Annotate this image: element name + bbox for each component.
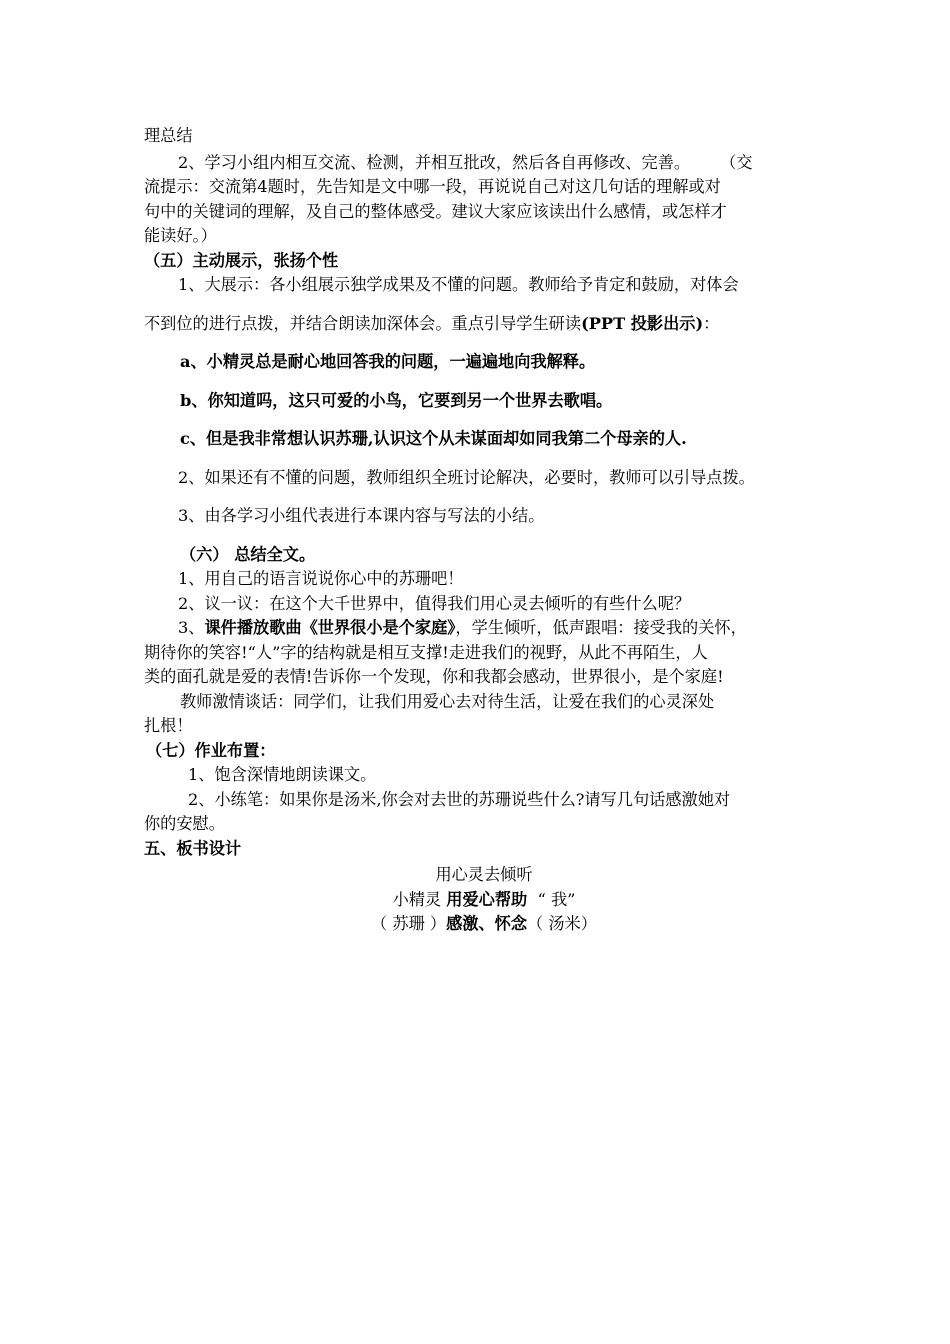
paragraph-6-1: 1、用自己的语言说说你心中的苏珊吧！ <box>178 569 464 588</box>
text-span: ，学生倾听，低声跟唱：接受我的关怀， <box>455 618 747 637</box>
text-span: “ 我” <box>537 889 576 909</box>
section-heading-7: （七）作业布置： <box>146 740 276 760</box>
text-span-bold: 感激、怀念 <box>446 914 528 933</box>
paragraph-6-3 <box>144 616 824 690</box>
text-line: 流提示：交流第4题时，先告知是文中哪一段，再说说自己对这几句话的理解或对 <box>144 177 721 196</box>
paragraph-7-2 <box>144 788 824 837</box>
text-span: 2、学习小组内相互交流、检测，并相互批改，然后各自再修改、完善。 <box>178 152 691 172</box>
text-line: 期待你的笑容!“人”字的结构就是相互支撑!走进我们的视野，从此不再陌生，人 <box>144 642 708 662</box>
paragraph-exchange-check <box>144 151 824 249</box>
text-span: ： <box>703 313 720 333</box>
text-line <box>144 151 824 176</box>
text-span-bold: 课件播放歌曲《世界很小是个家庭》 <box>204 618 456 637</box>
text-span: （交 <box>720 152 753 172</box>
board-title: 用心灵去倾听 <box>435 865 533 884</box>
text-line: 1、大展示：各小组展示独学成果及不懂的问题。教师给予肯定和鼓励，对体会 <box>178 275 739 294</box>
text-line <box>144 616 824 641</box>
document-page <box>144 124 824 937</box>
section-heading-6: （六） 总结全文。 <box>180 544 316 564</box>
paragraph-discussion: 2、如果还有不懂的问题，教师组织全班讨论解决，必要时，教师可以引导点拨。 <box>178 467 755 487</box>
text-line: 句中的关键词的理解，及自己的整体感受。建议大家应该读出什么感情，或怎样才 <box>144 201 727 221</box>
paragraph-summary: 3、由各学习小组代表进行本课内容与写法的小结。 <box>178 506 545 525</box>
text-span: 不到位的进行点拨，并结合朗读加深体会。重点引导学生研读 <box>144 313 582 333</box>
text-line: 理总结 <box>144 126 193 145</box>
text-span: （ 汤米） <box>527 914 597 933</box>
text-span: 3、 <box>178 618 205 637</box>
paragraph-6-4 <box>144 690 824 739</box>
text-span-bold: (PPT 投影出示) <box>581 313 704 333</box>
text-line: 教师激情谈话：同学们，让我们用爱心去对待生活，让爱在我们的心灵深处 <box>180 691 715 711</box>
text-span: （ 苏珊 ） <box>371 914 447 933</box>
quote-c: c、但是我非常想认识苏珊,认识这个从未谋面却如同我第二个母亲的人. <box>180 429 687 448</box>
quote-a: a、小精灵总是耐心地回答我的问题，一遍遍地向我解释。 <box>180 352 596 371</box>
paragraph-big-show <box>144 273 824 336</box>
board-row-3 <box>144 912 824 937</box>
text-line: 2、小练笔：如果你是汤米,你会对去世的苏珊说些什么?请写几句话感激她对 <box>188 789 731 809</box>
text-span-bold: 用爱心帮助 <box>446 889 528 909</box>
text-line: 你的安慰。 <box>144 814 225 833</box>
paragraph-7-1: 1、饱含深情地朗读课文。 <box>188 765 377 784</box>
section-heading-board: 五、板书设计 <box>144 838 242 858</box>
text-line: 扎根！ <box>144 716 193 735</box>
board-row-2 <box>144 888 824 913</box>
quote-b: b、你知道吗，这只可爱的小鸟，它要到另一个世界去歌唱。 <box>180 390 613 410</box>
text-line: 类的面孔就是爱的表情!告诉你一个发现，你和我都会感动，世界很小，是个家庭! <box>144 667 724 686</box>
text-span: 小精灵 <box>392 889 442 909</box>
text-line <box>144 312 824 337</box>
text-line: 能读好。） <box>144 226 217 245</box>
section-heading-5: （五）主动展示，张扬个性 <box>144 250 339 270</box>
paragraph-6-2: 2、议一议：在这个大千世界中，值得我们用心灵去倾听的有些什么呢？ <box>178 593 691 613</box>
